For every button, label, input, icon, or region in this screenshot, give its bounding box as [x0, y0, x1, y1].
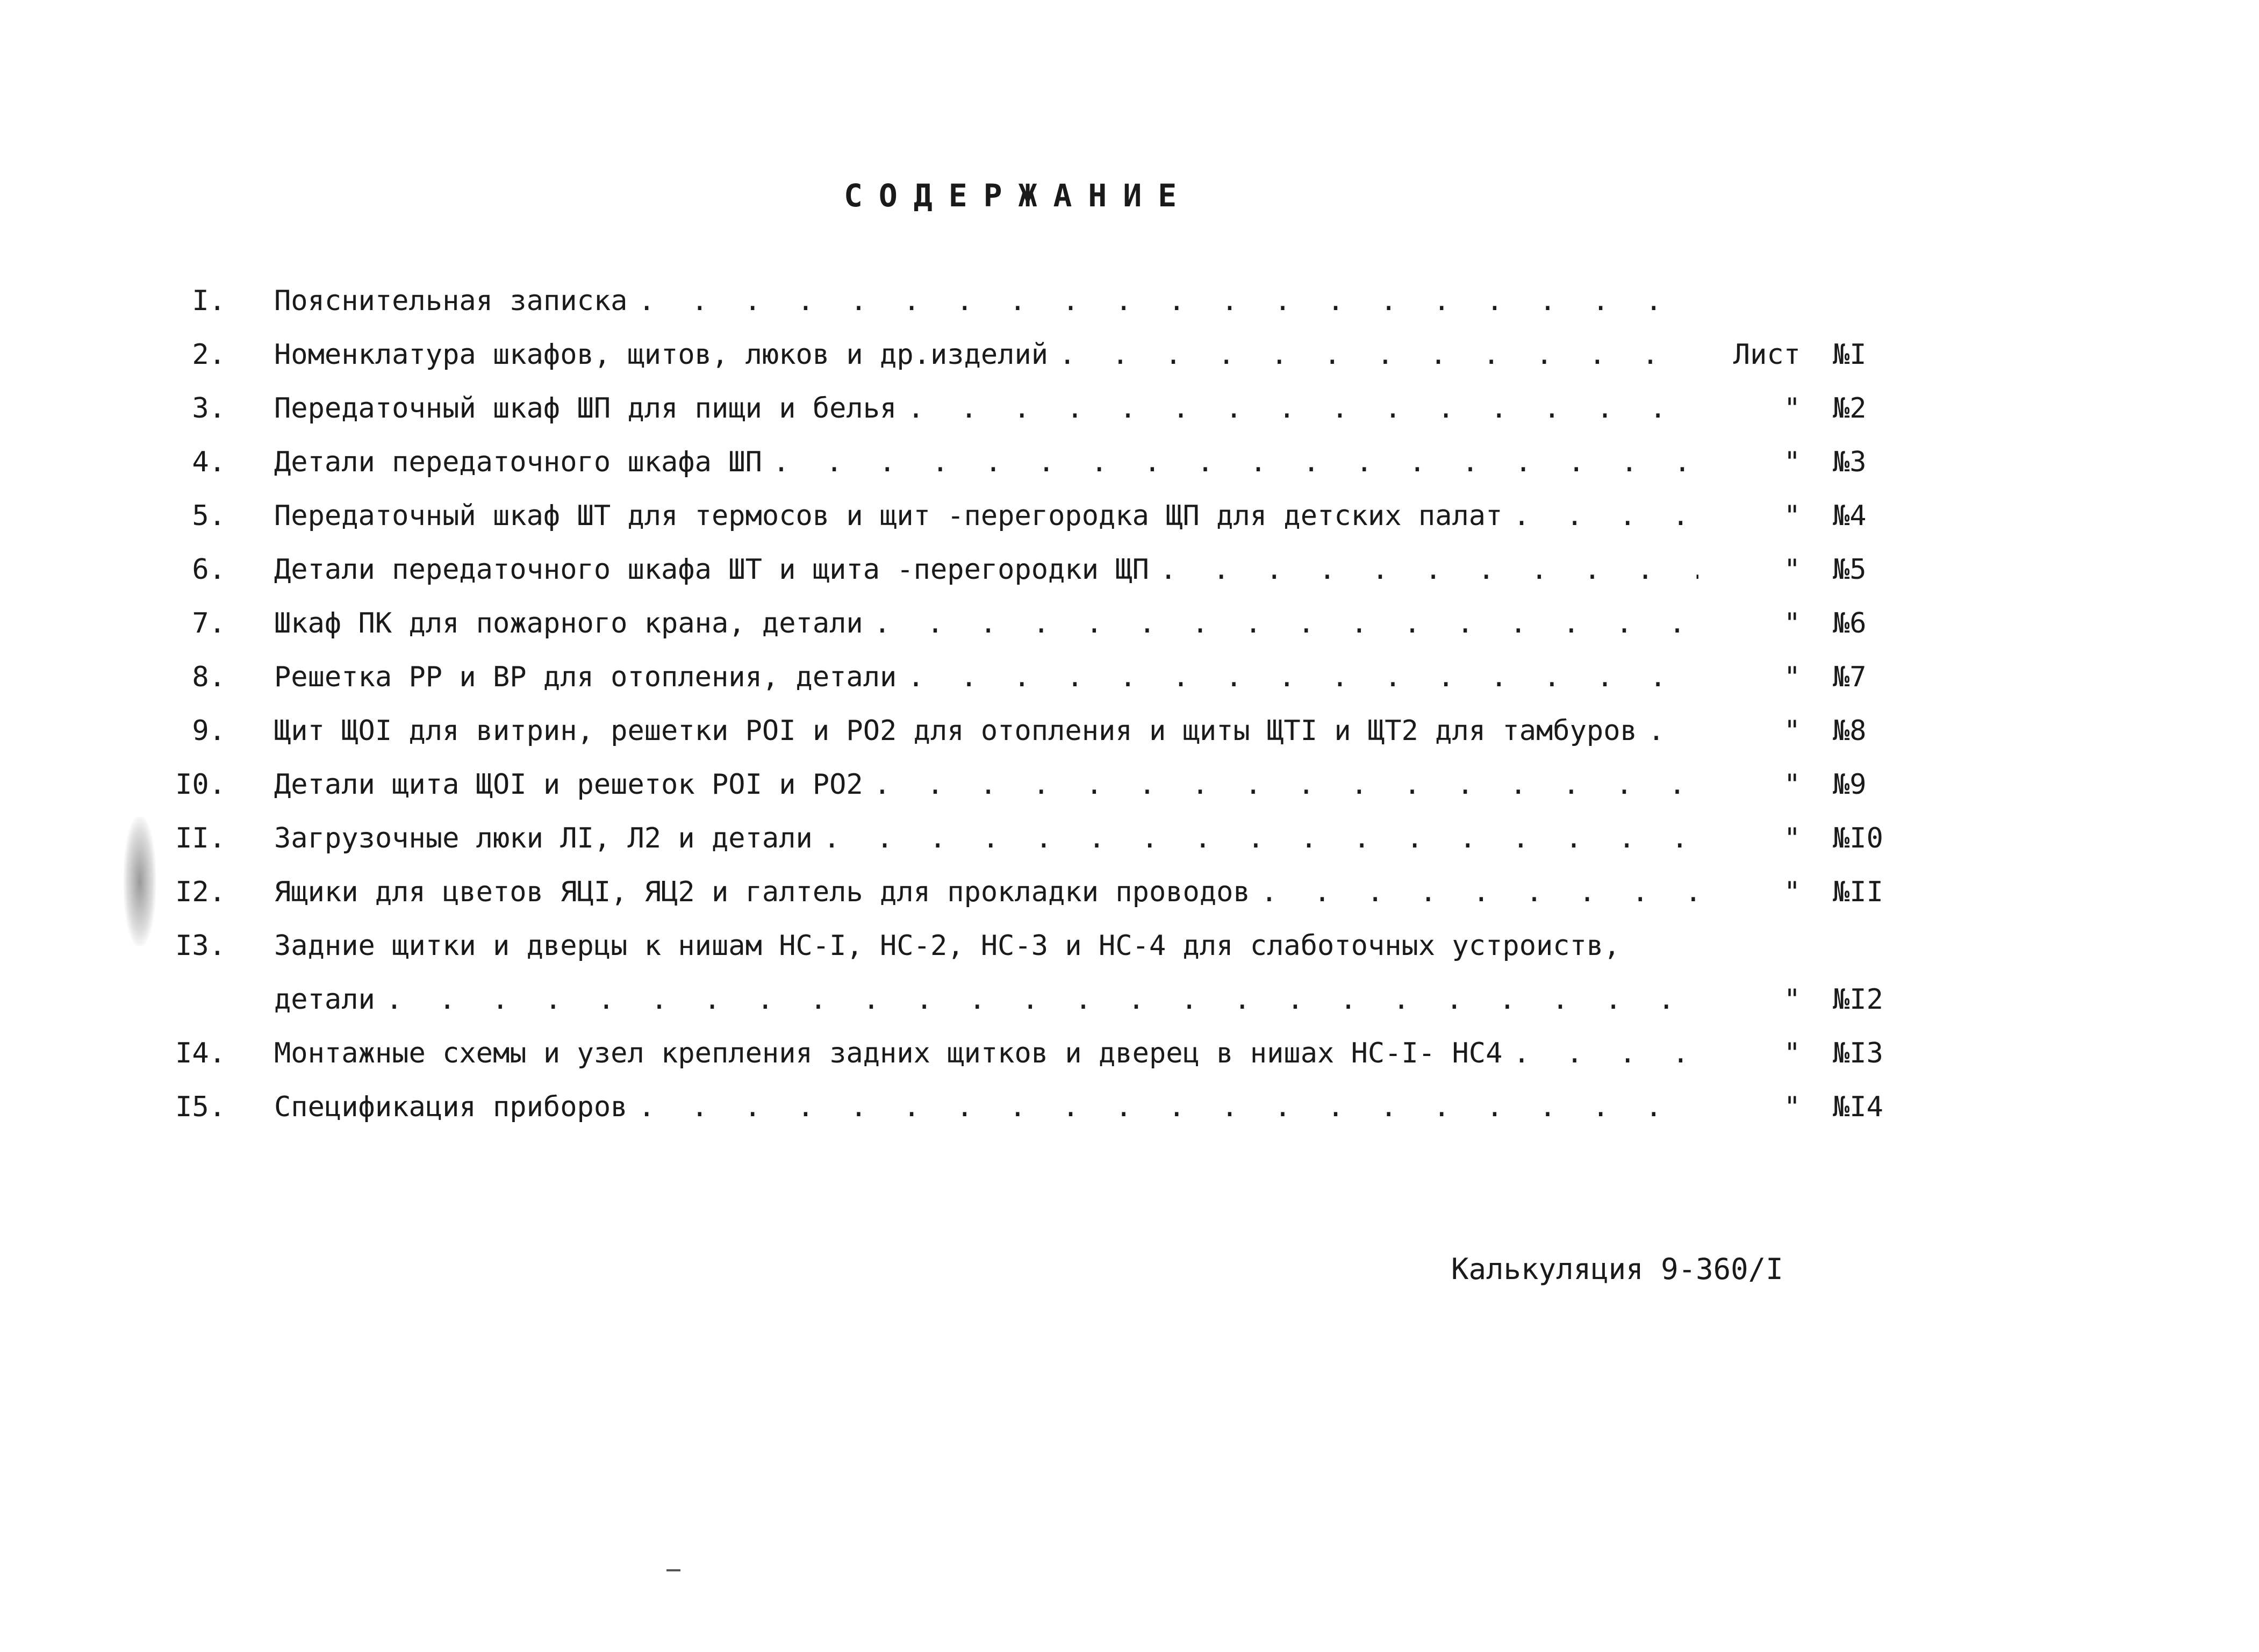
toc-item-number: 8. [192, 661, 226, 693]
toc-leader-dots [1160, 556, 1698, 584]
toc-leader-dots [773, 448, 1698, 476]
ink-smudge [124, 817, 156, 946]
toc-leader-dots [1513, 1039, 1698, 1067]
toc-item-number: 2. [192, 339, 226, 371]
toc-row [118, 435, 1913, 489]
toc-sheet-number: №2 [1833, 392, 1867, 425]
toc-sheet-label: Лист [1733, 339, 1801, 371]
toc-item-number: I2. [175, 876, 226, 908]
toc-row [118, 650, 1913, 704]
toc-sheet-number: №I0 [1833, 822, 1883, 854]
toc-item-title: Пояснительная записка [274, 285, 628, 317]
toc-row [118, 489, 1913, 543]
toc-sheet-label: " [1783, 1037, 1801, 1069]
toc-row [118, 1080, 1913, 1134]
toc-sheet-label: " [1783, 983, 1801, 1016]
toc-leader-dots [1059, 341, 1698, 369]
toc-sheet-number: №8 [1833, 715, 1867, 747]
toc-row [118, 597, 1913, 650]
toc-sheet-label: " [1783, 607, 1801, 640]
toc-item-number: 3. [192, 392, 226, 425]
toc-item-title: Щит ЩОI для витрин, решетки РОI и РО2 для отопления и щиты ЩТI и ЩТ2 для тамбуров [274, 715, 1637, 747]
toc-sheet-label: " [1783, 822, 1801, 854]
toc-item-number: I3. [175, 930, 226, 962]
toc-sheet-label: " [1783, 554, 1801, 586]
toc-item-title: Шкаф ПК для пожарного крана, детали [274, 607, 863, 640]
toc-item-title: Монтажные схемы и узел крепления задних щитков и дверец в нишах НС-I- НС4 [274, 1037, 1503, 1069]
toc-row [118, 973, 1913, 1026]
toc-sheet-label: " [1783, 876, 1801, 908]
toc-item-number: I5. [175, 1091, 226, 1123]
toc-item-title: детали [274, 983, 375, 1016]
toc-leader-dots [638, 1093, 1698, 1121]
toc-row [118, 328, 1913, 382]
toc-sheet-label: " [1783, 446, 1801, 478]
toc-item-number: 9. [192, 715, 226, 747]
toc-row [118, 865, 1913, 919]
toc-leader-dots [907, 394, 1698, 422]
toc-sheet-label: " [1783, 715, 1801, 747]
toc-sheet-label: " [1783, 1091, 1801, 1123]
toc-row [118, 811, 1913, 865]
toc-item-title: Детали передаточного шкафа ШТ и щита -перегородки ЩП [274, 554, 1149, 586]
toc-leader-dots [638, 287, 1698, 315]
toc-item-title: Детали щита ЩОI и решеток РОI и РО2 [274, 768, 863, 801]
calculation-reference: Калькуляция 9-360/I [1451, 1252, 1783, 1286]
toc-item-number: II. [175, 822, 226, 854]
page-title: СОДЕРЖАНИЕ [844, 177, 1193, 214]
toc-item-number: 7. [192, 607, 226, 640]
toc-leader-dots [874, 609, 1698, 637]
toc-item-title: Ящики для цветов ЯЦI, ЯЦ2 и галтель для прокладки проводов [274, 876, 1250, 908]
toc-sheet-number: №3 [1833, 446, 1867, 478]
toc-leader-dots [907, 663, 1698, 691]
toc-sheet-number: №I3 [1833, 1037, 1883, 1069]
toc-row [118, 704, 1913, 758]
toc-item-title: Решетка РР и ВР для отопления, детали [274, 661, 897, 693]
toc-leader-dots [1261, 878, 1698, 906]
toc-item-number: 5. [192, 500, 226, 532]
toc-row [118, 919, 1913, 973]
toc-row [118, 543, 1913, 597]
toc-sheet-number: №4 [1833, 500, 1867, 532]
toc-sheet-number: №7 [1833, 661, 1867, 693]
toc-sheet-number: №6 [1833, 607, 1867, 640]
toc-row [118, 382, 1913, 435]
toc-sheet-number: №II [1833, 876, 1883, 908]
toc-item-number: I4. [175, 1037, 226, 1069]
toc-row [118, 274, 1913, 328]
toc-row [118, 1026, 1913, 1080]
toc-item-title: Спецификация приборов [274, 1091, 628, 1123]
toc-leader-dots [874, 771, 1698, 799]
toc-sheet-label: " [1783, 500, 1801, 532]
toc-item-title: Детали передаточного шкафа ШП [274, 446, 762, 478]
toc-leader-dots [386, 986, 1698, 1014]
toc-item-title: Передаточный шкаф ШП для пищи и белья [274, 392, 897, 425]
toc-item-title: Номенклатура шкафов, щитов, люков и др.изделий [274, 339, 1049, 371]
toc-item-title: Передаточный шкаф ШТ для термосов и щит -перегородка ЩП для детских палат [274, 500, 1503, 532]
toc-sheet-number: №I4 [1833, 1091, 1883, 1123]
toc-sheet-number: №I2 [1833, 983, 1883, 1016]
toc-sheet-number: №5 [1833, 554, 1867, 586]
toc-item-number: I0. [175, 768, 226, 801]
toc-sheet-label: " [1783, 661, 1801, 693]
toc-item-title: Задние щитки и дверцы к нишам НС-I, НС-2, НС-3 и НС-4 для слаботочных устроиств, [274, 930, 1620, 962]
stray-mark [666, 1569, 680, 1571]
toc-sheet-label: " [1783, 392, 1801, 425]
toc-sheet-label: " [1783, 768, 1801, 801]
toc-leader-dots [1513, 502, 1698, 530]
toc-item-title: Загрузочные люки ЛI, Л2 и детали [274, 822, 813, 854]
toc-sheet-number: №9 [1833, 768, 1867, 801]
toc-leader-dots [1648, 717, 1698, 745]
toc-item-number: I. [192, 285, 226, 317]
toc-leader-dots [823, 824, 1698, 852]
toc-item-number: 6. [192, 554, 226, 586]
toc-sheet-number: №I [1833, 339, 1867, 371]
toc-item-number: 4. [192, 446, 226, 478]
toc-row [118, 758, 1913, 811]
table-of-contents [118, 274, 1913, 1134]
